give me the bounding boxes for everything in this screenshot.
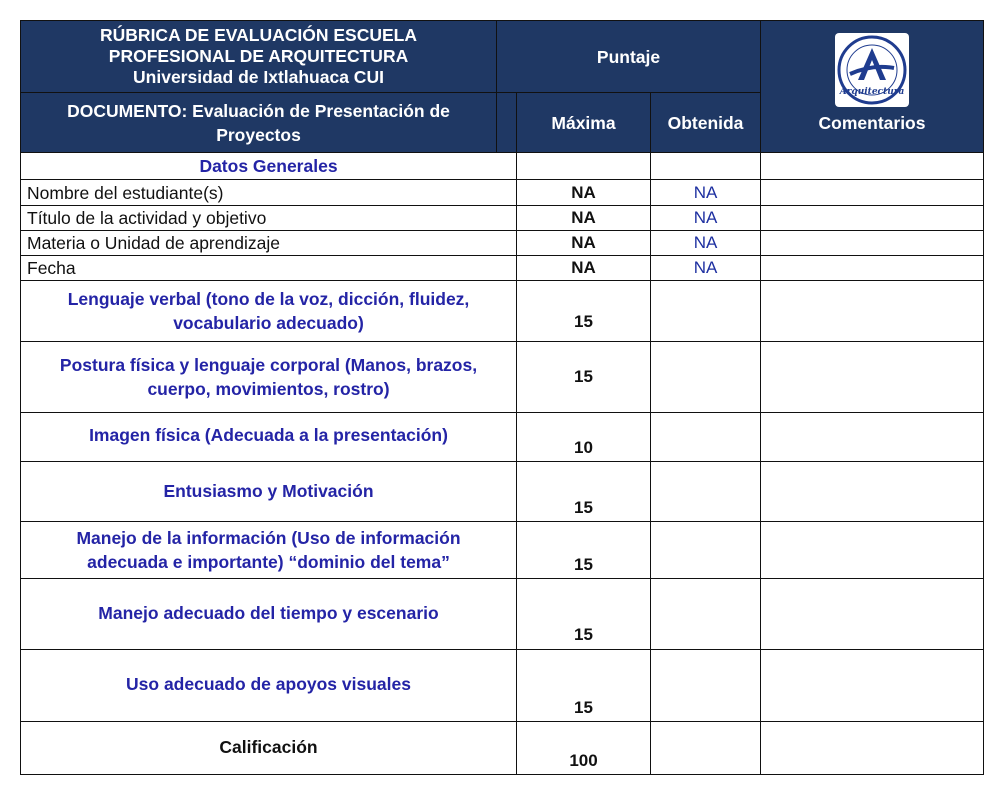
general-row-comment[interactable] [761, 231, 984, 256]
comentarios-label: Comentarios [818, 113, 926, 133]
criterion-obtenida[interactable] [651, 650, 761, 722]
criterion-maxima: 15 [517, 579, 651, 650]
criterion-obtenida[interactable] [651, 342, 761, 413]
calificacion-obtenida[interactable] [651, 722, 761, 775]
criterion-obtenida[interactable] [651, 462, 761, 522]
criterion-obtenida[interactable] [651, 579, 761, 650]
document-label: DOCUMENTO: Evaluación de Presentación de Proyectos [21, 93, 497, 153]
general-row-comment[interactable] [761, 206, 984, 231]
calificacion-comment[interactable] [761, 722, 984, 775]
criterion-maxima: 10 [517, 413, 651, 462]
general-row-maxima: NA [517, 206, 651, 231]
datos-generales-heading: Datos Generales [21, 153, 517, 180]
maxima-header: Máxima [517, 93, 651, 153]
criterion-comment[interactable] [761, 413, 984, 462]
criterion-maxima: 15 [517, 342, 651, 413]
obtenida-header: Obtenida [651, 93, 761, 153]
general-row-obtenida[interactable]: NA [651, 231, 761, 256]
general-row-maxima: NA [517, 256, 651, 281]
criterion-obtenida[interactable] [651, 522, 761, 579]
general-row-label: Fecha [21, 256, 517, 281]
general-row-obtenida[interactable]: NA [651, 206, 761, 231]
general-row-label: Materia o Unidad de aprendizaje [21, 231, 517, 256]
general-obtenida-empty [651, 153, 761, 180]
criterion-maxima: 15 [517, 650, 651, 722]
general-maxima-empty [517, 153, 651, 180]
rubric-table [20, 20, 984, 775]
rubric-title [21, 21, 497, 93]
criterion-maxima: 15 [517, 522, 651, 579]
comentarios-header [761, 21, 984, 153]
general-row-comment[interactable] [761, 180, 984, 206]
criterion-label: Lenguaje verbal (tono de la voz, dicción, fluidez, vocabulario adecuado) [21, 281, 517, 342]
criterion-comment[interactable] [761, 281, 984, 342]
calificacion-maxima: 100 [517, 722, 651, 775]
criterion-label: Entusiasmo y Motivación [21, 462, 517, 522]
criterion-maxima: 15 [517, 281, 651, 342]
general-row-comment[interactable] [761, 256, 984, 281]
criterion-comment[interactable] [761, 342, 984, 413]
calificacion-label: Calificación [21, 722, 517, 775]
criterion-obtenida[interactable] [651, 281, 761, 342]
general-row-obtenida[interactable]: NA [651, 256, 761, 281]
general-row-obtenida[interactable]: NA [651, 180, 761, 206]
criterion-label: Manejo adecuado del tiempo y escenario [21, 579, 517, 650]
criterion-comment[interactable] [761, 462, 984, 522]
general-row-maxima: NA [517, 180, 651, 206]
title-line-1: RÚBRICA DE EVALUACIÓN ESCUELA [100, 25, 417, 45]
criterion-comment[interactable] [761, 650, 984, 722]
criterion-maxima: 15 [517, 462, 651, 522]
general-comment-empty [761, 153, 984, 180]
logo-text: Arquitectura [839, 87, 905, 97]
criterion-comment[interactable] [761, 579, 984, 650]
header-spacer [497, 93, 517, 153]
title-line-3: Universidad de Ixtlahuaca CUI [133, 67, 384, 87]
criterion-obtenida[interactable] [651, 413, 761, 462]
puntaje-header: Puntaje [497, 21, 761, 93]
general-row-label: Título de la actividad y objetivo [21, 206, 517, 231]
criterion-label: Postura física y lenguaje corporal (Manos, brazos, cuerpo, movimientos, rostro) [21, 342, 517, 413]
criterion-comment[interactable] [761, 522, 984, 579]
arquitectura-seal-icon [835, 33, 909, 107]
general-row-label: Nombre del estudiante(s) [21, 180, 517, 206]
criterion-label: Imagen física (Adecuada a la presentación) [21, 413, 517, 462]
general-row-maxima: NA [517, 231, 651, 256]
title-line-2: PROFESIONAL DE ARQUITECTURA [108, 46, 409, 66]
criterion-label: Uso adecuado de apoyos visuales [21, 650, 517, 722]
criterion-label: Manejo de la información (Uso de información adecuada e importante) “dominio del tema” [21, 522, 517, 579]
